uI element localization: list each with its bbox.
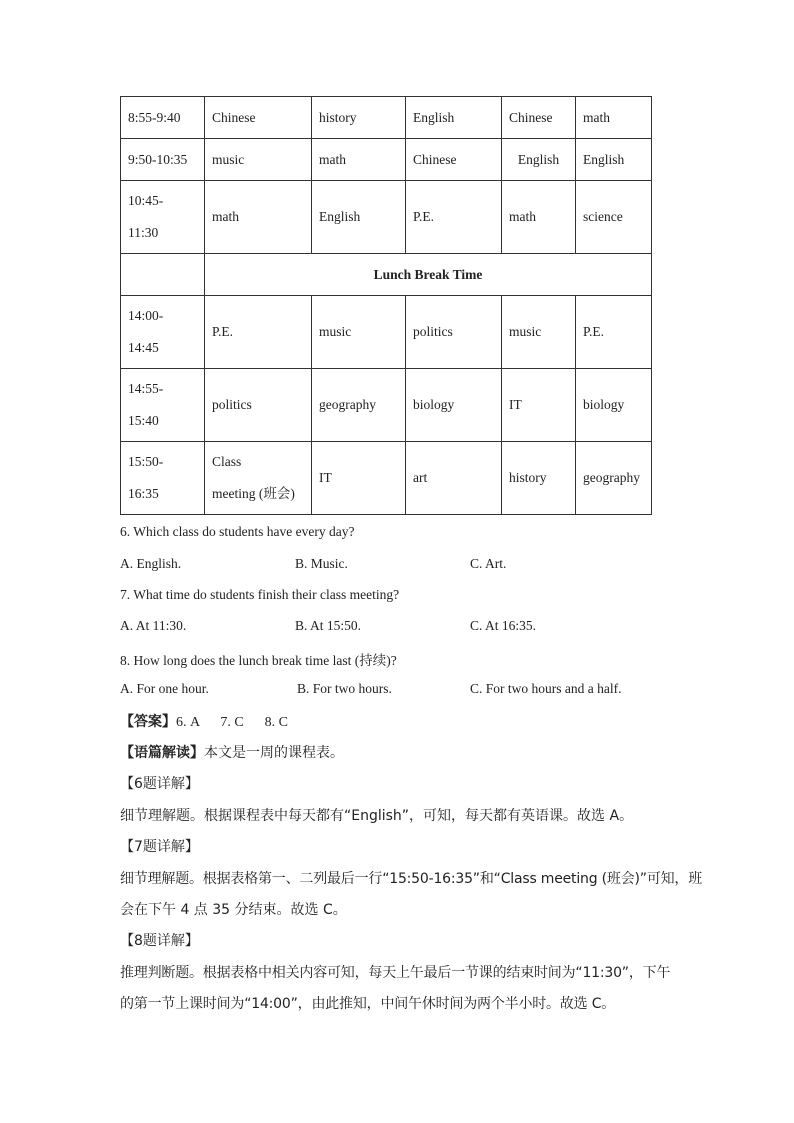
time-cell [121, 181, 205, 254]
class-cell: politics [205, 369, 312, 442]
class-cell: history [502, 442, 576, 515]
time-start: 15:50- [128, 454, 164, 469]
class-cell: biology [576, 369, 652, 442]
class-line-2: meeting (班会) [212, 486, 295, 501]
option-6b: B. Music. [295, 556, 348, 571]
detail-6-text: 细节理解题。根据课程表中每天都有“English”，可知，每天都有英语课。故选 A。 [120, 808, 634, 824]
time-cell: 9:50-10:35 [121, 139, 205, 181]
class-cell: art [406, 442, 502, 515]
detail-8-line-1: 推理判断题。根据表格中相关内容可知，每天上午最后一节课的结束时间为“11:30”，下午 [120, 965, 671, 981]
answer-label: 【答案】 [120, 714, 176, 730]
table-row [121, 254, 652, 296]
detail-6-heading: 【6题详解】 [120, 776, 199, 792]
reading-text: 本文是一周的课程表。 [204, 745, 344, 761]
class-cell: geography [576, 442, 652, 515]
class-cell: English [312, 181, 406, 254]
question-6: 6. Which class do students have every day? [120, 524, 355, 539]
class-cell: math [205, 181, 312, 254]
time-cell [121, 369, 205, 442]
class-cell: math [502, 181, 576, 254]
table-row [121, 97, 652, 139]
class-cell: music [502, 296, 576, 369]
table-row [121, 296, 652, 369]
option-7b: B. At 15:50. [295, 618, 362, 633]
time-start: 14:55- [128, 381, 164, 396]
class-cell: P.E. [205, 296, 312, 369]
class-cell: English [502, 139, 576, 181]
time-start: 14:00- [128, 308, 164, 323]
lunch-break-cell: Lunch Break Time [205, 254, 652, 296]
class-cell: music [205, 139, 312, 181]
detail-7-line-2: 会在下午 4 点 35 分结束。故选 C。 [120, 902, 347, 918]
question-8: 8. How long does the lunch break time last (持续)? [120, 653, 397, 668]
class-cell: IT [312, 442, 406, 515]
detail-8-line-2: 的第一节上课时间为“14:00”，由此推知，中间午休时间为两个半小时。故选 C。 [120, 996, 616, 1012]
class-cell: science [576, 181, 652, 254]
class-cell: IT [502, 369, 576, 442]
class-cell: geography [312, 369, 406, 442]
table-row [121, 369, 652, 442]
class-cell: history [312, 97, 406, 139]
class-schedule-table [120, 96, 652, 515]
option-8b: B. For two hours. [297, 681, 392, 696]
reading-label: 【语篇解读】 [120, 745, 204, 761]
class-cell: biology [406, 369, 502, 442]
time-start: 10:45- [128, 193, 164, 208]
table-row [121, 442, 652, 515]
class-cell: P.E. [406, 181, 502, 254]
empty-cell [121, 254, 205, 296]
class-line-1: Class [212, 454, 242, 469]
class-cell: math [312, 139, 406, 181]
option-7a: A. At 11:30. [120, 618, 187, 633]
option-7c: C. At 16:35. [470, 618, 537, 633]
class-cell [205, 442, 312, 515]
option-6a: A. English. [120, 556, 182, 571]
table-row [121, 181, 652, 254]
time-cell [121, 296, 205, 369]
time-cell: 8:55-9:40 [121, 97, 205, 139]
detail-8-heading: 【8题详解】 [120, 933, 199, 949]
time-end: 16:35 [128, 486, 159, 501]
class-cell: Chinese [502, 97, 576, 139]
class-cell: English [406, 97, 502, 139]
class-cell: music [312, 296, 406, 369]
option-8a: A. For one hour. [120, 681, 209, 696]
question-7: 7. What time do students finish their class meeting? [120, 587, 400, 602]
reading-line [120, 742, 344, 762]
table-row [121, 139, 652, 181]
time-cell [121, 442, 205, 515]
time-end: 14:45 [128, 340, 159, 355]
answer-text: 6. A 7. C 8. C [176, 715, 289, 730]
class-cell: math [576, 97, 652, 139]
class-cell: English [576, 139, 652, 181]
option-6c: C. Art. [470, 556, 507, 571]
detail-7-line-1: 细节理解题。根据表格第一、二列最后一行“15:50-16:35”和“Class meeting (班会)”可知，班 [120, 871, 703, 887]
time-end: 15:40 [128, 413, 159, 428]
class-cell: Chinese [406, 139, 502, 181]
option-8c: C. For two hours and a half. [470, 681, 622, 696]
class-cell: politics [406, 296, 502, 369]
class-cell: Chinese [205, 97, 312, 139]
time-end: 11:30 [128, 225, 159, 240]
class-cell: P.E. [576, 296, 652, 369]
detail-7-heading: 【7题详解】 [120, 839, 199, 855]
answer-line [120, 711, 288, 731]
